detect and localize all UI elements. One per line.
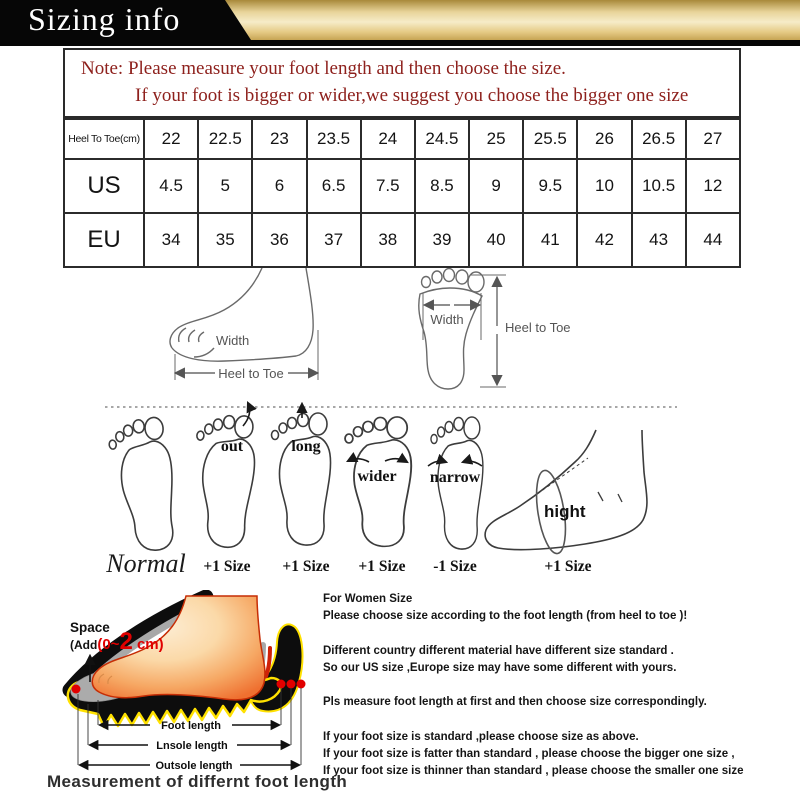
table-cell: 25 <box>469 119 523 159</box>
foot-size-label: +1 Size <box>544 558 592 575</box>
table-cell: 38 <box>361 213 415 267</box>
row-label: EU <box>64 213 144 267</box>
table-cell: 43 <box>632 213 686 267</box>
row-label: US <box>64 159 144 213</box>
table-row-us <box>64 159 740 213</box>
table-cell: 39 <box>415 213 469 267</box>
table-cell: 27 <box>686 119 740 159</box>
table-cell: 36 <box>252 213 306 267</box>
table-cell: 22 <box>144 119 198 159</box>
size-note-line: If your foot size is thinner than standard , please choose the smaller one size <box>323 764 744 777</box>
table-cell: 25.5 <box>523 119 577 159</box>
foot-hight <box>485 430 647 556</box>
size-note-line: Different country different material have different size standard . <box>323 644 674 657</box>
size-notes-block <box>323 591 797 780</box>
table-cell: 35 <box>198 213 252 267</box>
row-label: Heel To Toe(cm) <box>64 119 144 159</box>
size-table <box>63 118 741 268</box>
table-cell: 10 <box>577 159 631 213</box>
table-cell: 5 <box>198 159 252 213</box>
table-cell: 9 <box>469 159 523 213</box>
measure-label: Outsole length <box>155 760 233 772</box>
note-line-1: Note: Please measure your foot length and then choose the size. <box>81 58 566 79</box>
table-cell: 37 <box>307 213 361 267</box>
page-title: Sizing info <box>28 1 181 37</box>
foot-type-label: narrow <box>429 469 481 486</box>
table-cell: 24.5 <box>415 119 469 159</box>
measure-diagrams <box>0 268 800 400</box>
size-note-line: Pls measure foot length at first and then choose size correspondingly. <box>323 696 707 709</box>
gold-ribbon <box>225 0 800 40</box>
foot-size-label: +1 Size <box>203 558 251 575</box>
foot-type-label: hight <box>544 502 586 521</box>
table-cell: 12 <box>686 159 740 213</box>
heel-dot <box>297 680 306 689</box>
table-row-heel-to-toe <box>64 119 740 159</box>
note-line-2: If your foot is bigger or wider,we suggest you choose the bigger one size <box>135 85 689 106</box>
size-note-line: For Women Size <box>323 593 413 605</box>
table-cell: 23 <box>252 119 306 159</box>
note-box <box>63 48 741 118</box>
top-foot-width-label: Width <box>430 312 464 327</box>
table-cell: 22.5 <box>198 119 252 159</box>
foot-type-label: out <box>220 438 244 455</box>
size-note-line <box>323 677 797 694</box>
heel-dot <box>277 680 286 689</box>
heel-dot <box>287 680 296 689</box>
foot-type-label: wider <box>357 468 397 485</box>
side-foot-illustration <box>170 268 318 380</box>
foot-types-row <box>0 400 800 590</box>
table-cell: 4.5 <box>144 159 198 213</box>
space-label: Space <box>70 620 110 635</box>
table-cell: 40 <box>469 213 523 267</box>
size-note-line <box>323 625 797 642</box>
size-note-line: So our US size ,Europe size may have some different with yours. <box>323 661 677 674</box>
measure-label: Lnsole length <box>156 740 228 752</box>
foot-normal <box>107 416 182 554</box>
shoe-illustration <box>68 596 306 727</box>
toe-dot <box>72 685 81 694</box>
measure-label: Foot length <box>161 720 221 732</box>
side-foot-length-label: Heel to Toe <box>218 366 284 381</box>
top-foot-illustration <box>419 269 506 390</box>
table-cell: 24 <box>361 119 415 159</box>
table-cell: 23.5 <box>307 119 361 159</box>
table-cell: 7.5 <box>361 159 415 213</box>
space-add-label: (Add(0~2 cm) <box>70 628 164 655</box>
size-note-line: If your foot size is standard ,please choose size as above. <box>323 730 639 743</box>
size-note-line: Please choose size according to the foot length (from heel to toe )! <box>323 610 688 623</box>
table-cell: 10.5 <box>632 159 686 213</box>
table-cell: 6.5 <box>307 159 361 213</box>
shoe-measurement-diagram <box>0 590 360 785</box>
foot-size-label: +1 Size <box>282 558 330 575</box>
foot-size-label: -1 Size <box>433 558 477 575</box>
foot-size-label: Normal <box>106 549 186 578</box>
foot-size-label: +1 Size <box>358 558 406 575</box>
top-foot-length-label: Heel to Toe <box>505 320 571 335</box>
header-bar <box>0 0 800 46</box>
table-cell: 42 <box>577 213 631 267</box>
table-cell: 44 <box>686 213 740 267</box>
table-cell: 26.5 <box>632 119 686 159</box>
table-cell: 9.5 <box>523 159 577 213</box>
diagram-caption: Measurement of differnt foot length <box>47 772 348 791</box>
foot-out <box>191 413 257 548</box>
table-cell: 8.5 <box>415 159 469 213</box>
foot-long <box>272 413 331 545</box>
foot-type-label: long <box>291 438 321 455</box>
table-cell: 6 <box>252 159 306 213</box>
size-note-line: If your foot size is fatter than standard , please choose the bigger one size , <box>323 747 735 760</box>
table-cell: 26 <box>577 119 631 159</box>
table-cell: 34 <box>144 213 198 267</box>
side-foot-width-label: Width <box>216 333 250 348</box>
size-note-line <box>323 711 797 728</box>
table-row-eu <box>64 213 740 267</box>
table-cell: 41 <box>523 213 577 267</box>
